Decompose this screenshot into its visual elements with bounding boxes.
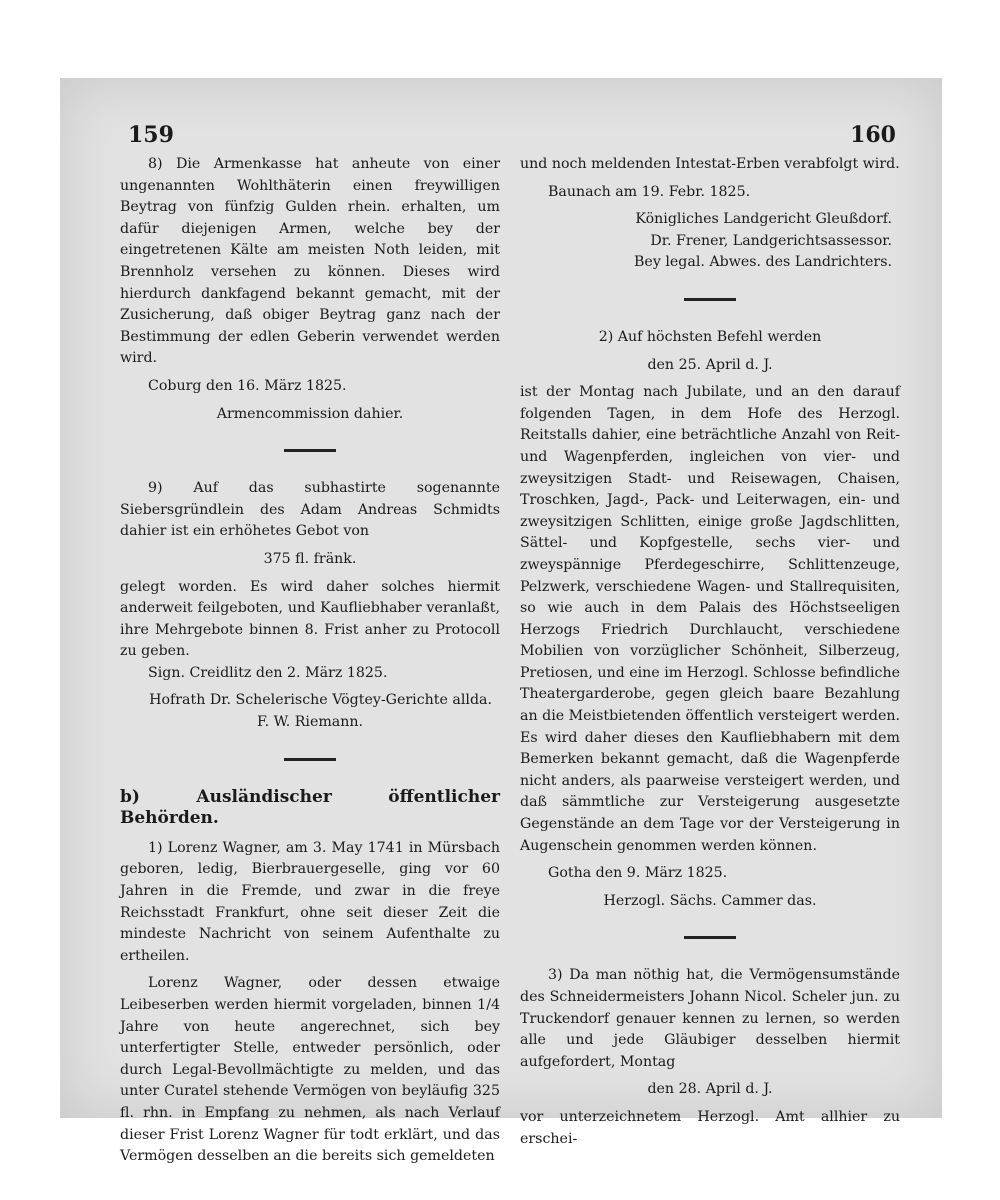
page-number-right: 160 xyxy=(850,122,896,148)
page-number-left: 159 xyxy=(128,122,174,148)
divider-rule xyxy=(284,449,336,452)
signature-absence: Bey legal. Abwes. des Landrichters. xyxy=(634,254,892,271)
divider-rule xyxy=(284,758,336,761)
signature-landgericht: Königliches Landgericht Gleußdorf. xyxy=(635,211,892,228)
notice-9-continued: gelegt worden. Es wird daher solches hiermit anderweit feilgeboten, und Kaufliebhaber veranlaßt, ihre Mehrgebote binnen 8. Frist anher zu Protocoll zu geben. xyxy=(120,578,500,660)
section-heading: b) Ausländischer öffentlicher Behörden. xyxy=(120,786,500,829)
notice-9-place: Sign. Creidlitz den 2. März 1825. xyxy=(148,664,388,681)
right-column xyxy=(520,154,900,1150)
notice-9-amount: 375 fl. fränk. xyxy=(263,550,357,567)
notice-3-date: den 28. April d. J. xyxy=(647,1081,773,1098)
notice-2-date: den 25. April d. J. xyxy=(647,356,773,373)
left-column xyxy=(120,154,500,1168)
notice-b1: 1) Lorenz Wagner, am 3. May 1741 in Mürsbach geboren, ledig, Bierbrauergeselle, ging vor 60 Jahren in die Fremde, und zwar in die freye Reichsstadt Frankfurt, ohne seit dieser Zeit die mindeste Nachricht von seinem Aufenthalte zu ertheilen. xyxy=(120,839,500,964)
notice-9-signature-court: Hofrath Dr. Schelerische Vögtey-Gerichte allda. xyxy=(149,692,492,709)
signature-assessor: Dr. Frener, Landgerichtsassessor. xyxy=(650,232,892,249)
notice-2: ist der Montag nach Jubilate, und an den darauf folgenden Tagen, in dem Hofe des Herzogl. Reitstalls dahier, eine beträchtliche Anzahl von Reit- und Wagenpferden, ingleichen von vier- und zweysitzigen Stadt- und Reisewagen, Chaisen, Troschken, Jagd-, Pack- und Leiterwagen, ein- und zweysitzigen Schlitten, einige große Jagdschlitten, Sättel- und Kopfgestelle, sechs vier- und zweyspännige Pferdegeschirre, Schlittenzeuge, Pelzwerk, verschiedene Wagen- und Stallrequisiten, so wie auch in dem Palais des Höchstseeligen Herzogs Friedrich Durchlaucht, verschiedene Mobilien von vorzüglicher Schönheit, Silberzeug, Pretiosen, und eine im Herzogl. Schlosse befindliche Theatergarderobe, gegen gleich baare Bezahlung an die Meistbietenden öffentlich versteigert werden. Es wird daher dieses den Kaufliebhabern mit dem Bemerken bekannt gemacht, daß die Wagenpferde nicht anders, als paarweise versteigert werden, und daß sämmtliche zur Versteigerung ausgesetzte Gegenstände an dem Tage vor der Versteigerung in Augenschein genommen werden können. xyxy=(520,384,901,854)
scanned-page xyxy=(60,78,942,1165)
notice-3-continued: vor unterzeichnetem Herzogl. Amt allhier zu erschei- xyxy=(520,1108,900,1147)
notice-8-place: Coburg den 16. März 1825. xyxy=(148,377,347,394)
place-gotha: Gotha den 9. März 1825. xyxy=(548,865,728,882)
notice-9: 9) Auf das subhastirte sogenannte Siebersgründlein des Adam Andreas Schmidts dahier ist ein erhöhetes Gebot von xyxy=(120,480,500,540)
notice-8: 8) Die Armenkasse hat anheute von einer ungenannten Wohlthäterin einen freywilligen Beytrag von fünfzig Gulden rhein. erhalten, um dafür diejenigen Armen, welche bey der eingetretenen Kälte am meisten Noth leiden, mit Brennholz versehen zu können. Dieses wird hierdurch dankfagend bekannt gemacht, mit der Zusicherung, daß obiger Beytrag ganz nach der Bestimmung der edlen Geberin verwendet werden wird. xyxy=(120,156,500,367)
notice-3: 3) Da man nöthig hat, die Vermögensumstände des Schneidermeisters Johann Nicol. Scheler jun. zu Truckendorf genauer kennen zu lernen, so werden alle und jede Gläubiger desselben hiermit aufgefordert, Montag xyxy=(520,967,900,1070)
notice-2-heading: 2) Auf höchsten Befehl werden xyxy=(598,328,822,345)
notice-9-signature-name: F. W. Riemann. xyxy=(256,714,364,731)
signature-cammer: Herzogl. Sächs. Cammer das. xyxy=(603,892,817,909)
notice-b1-continued: Lorenz Wagner, oder dessen etwaige Leibeserben werden hiermit vorgeladen, binnen 1/4 Jahre von heute angerechnet, sich bey unterfertigter Stelle, entweder persönlich, oder durch Legal-Bevollmächtigte zu melden, und das unter Curatel stehende Vermögen von beyläufig 325 fl. rhn. in Empfang zu nehmen, als nach Verlauf dieser Frist Lorenz Wagner für todt erklärt, und das Vermögen desselben an die bereits sich gemeldeten xyxy=(120,975,500,1165)
divider-rule xyxy=(684,936,736,939)
continuation-top: und noch meldenden Intestat-Erben verabfolgt wird. xyxy=(520,156,900,172)
notice-8-signature: Armencommission dahier. xyxy=(216,405,404,422)
place-baunach: Baunach am 19. Febr. 1825. xyxy=(548,183,751,200)
divider-rule xyxy=(684,298,736,301)
